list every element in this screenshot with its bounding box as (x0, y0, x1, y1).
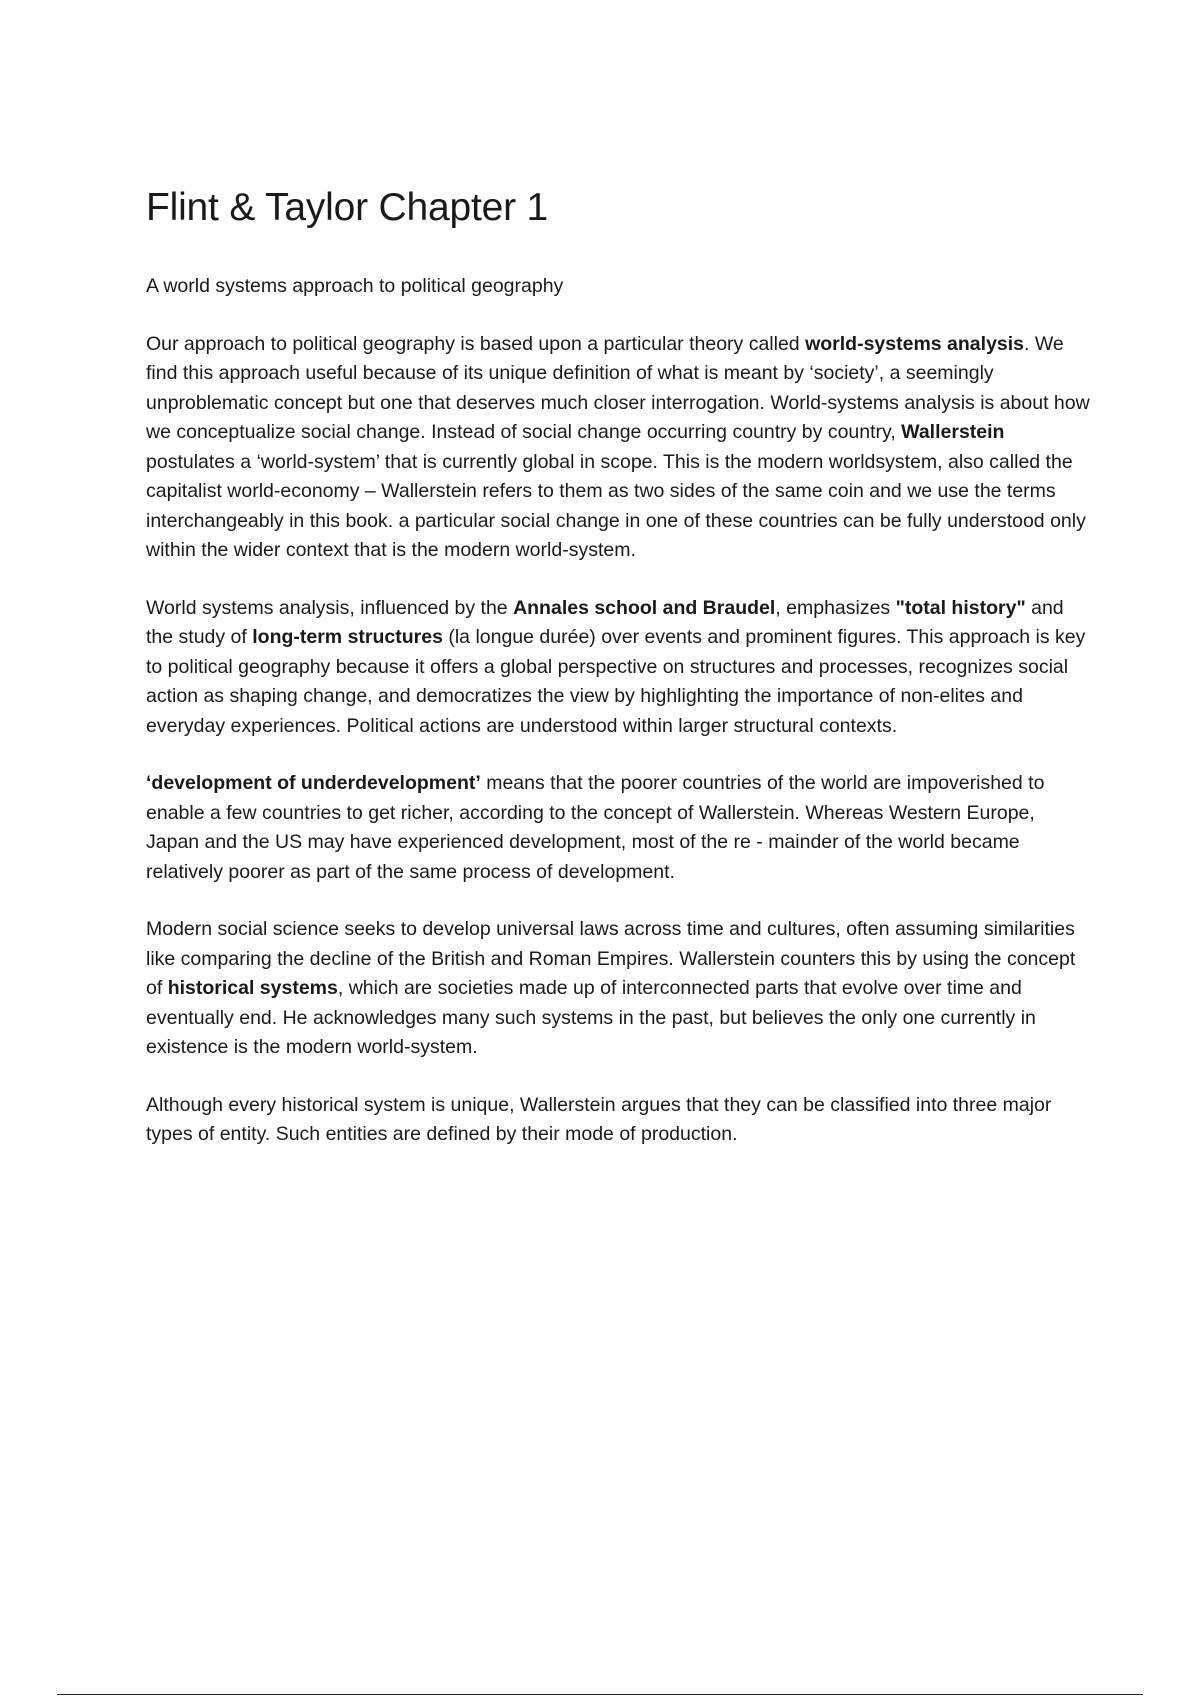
paragraph-text: World systems analysis, influenced by the (146, 596, 514, 619)
body-paragraph (146, 330, 1096, 566)
paragraph-text: means that the poorer countries of the world are impoverished to enable a few countries to get richer, according to the concept of Wallerstein. Whereas Western Europe, Japan and the US may have experienced development, most of the re - mainder of the world became relatively poorer as part of the same process of development. (146, 772, 1050, 883)
paragraph-text: and the study of (146, 596, 1070, 648)
paragraph-text: , emphasizes (775, 596, 896, 619)
bold-term: Wallerstein (901, 421, 1005, 443)
bold-term: "total history" (895, 596, 1026, 619)
document-body (146, 330, 1096, 1150)
paragraph-text: . We find this approach useful because of its unique definition of what is meant by ‘society’, a seemingly unproblematic concept but one that deserves much closer interrogation. World-systems analysis is about how we conceptualize social change. Instead of social change occurring country by country, (146, 332, 1096, 443)
bold-term: historical systems (167, 977, 338, 999)
body-paragraph (146, 594, 1090, 742)
body-paragraph (146, 915, 1090, 1063)
document-content (146, 182, 1096, 1150)
bottom-rule (57, 1694, 1143, 1695)
bold-term: long-term structures (252, 626, 443, 648)
paragraph-text: postulates a ‘world-system’ that is currently global in scope. This is the modern worldsystem, also called the capitalist world-economy – Wallerstein refers to them as two sides of the same coin and we use the terms interchangeably in this book. a particular social change in one of these countries can be fully understood only within the wider context that is the modern world-system. (146, 421, 1092, 561)
body-paragraph (146, 1091, 1090, 1150)
paragraph-text: Modern social science seeks to develop universal laws across time and cultures, often assuming similarities like comparing the decline of the British and Roman Empires. Wallerstein counters this by using the concept of (146, 918, 1081, 999)
document-title: Flint & Taylor Chapter 1 (146, 186, 548, 229)
paragraph-text: , which are societies made up of interconnected parts that evolve over time and eventually end. He acknowledges many such systems in the past, but believes the only one currently in existence is the modern world-system. (146, 977, 1042, 1058)
document-subtitle: A world systems approach to political geography (146, 275, 564, 297)
bold-term: world-systems analysis (805, 332, 1025, 355)
paragraph-text: Our approach to political geography is based upon a particular theory called (146, 332, 806, 355)
paragraph-text: Although every historical system is unique, Wallerstein argues that they can be classified into three major types of entity. Such entities are defined by their mode of production. (146, 1093, 1057, 1145)
bold-term: Annales school and Braudel (513, 596, 776, 619)
body-paragraph (146, 769, 1090, 887)
paragraph-text: (la longue durée) over events and prominent figures. This approach is key to political geography because it offers a global perspective on structures and processes, recognizes social action as shaping change, and democratizes the view by highlighting the importance of non-elites and everyday experiences. Political actions are understood within larger structural contexts. (146, 626, 1091, 737)
bold-term: ‘development of underdevelopment’ (146, 772, 481, 794)
